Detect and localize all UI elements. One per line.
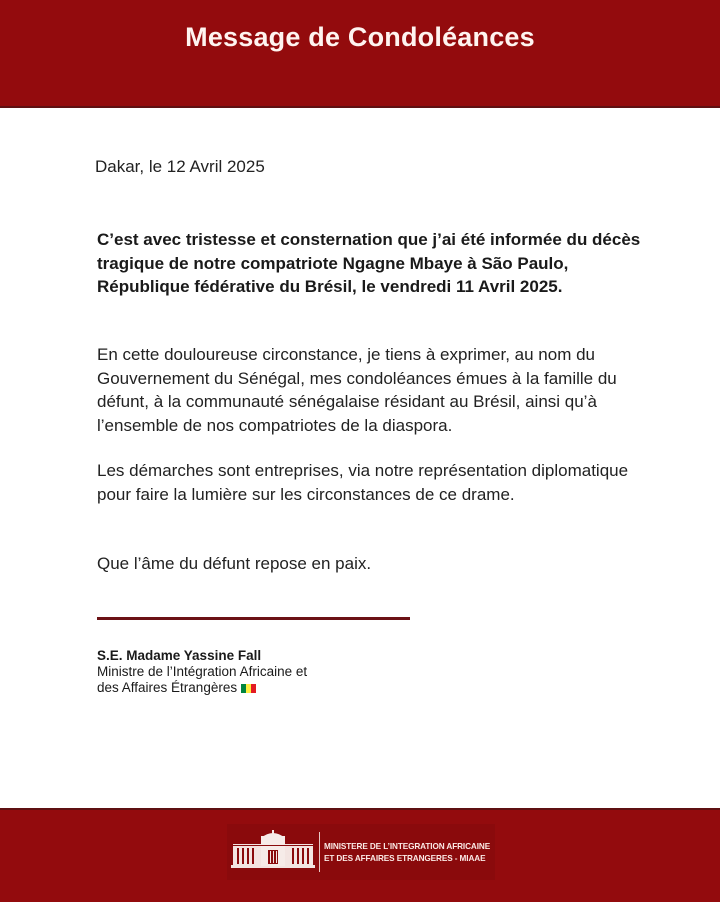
senegal-flag-icon xyxy=(241,684,256,693)
ministry-building-icon xyxy=(231,830,315,870)
ministry-logo xyxy=(227,824,495,880)
paragraph-announcement: C’est avec tristesse et consternation que j’ai été informée du décès tragique de notre compatriote Ngagne Mbaye à São Paulo, République fédérative du Brésil, le vendredi 11 Avril 2025. xyxy=(97,230,641,296)
signatory-title-line-2: des Affaires Étrangères xyxy=(97,680,238,695)
signatory-title-line-1: Ministre de l’Intégration Africaine et xyxy=(97,664,308,679)
header-banner xyxy=(0,0,720,108)
signature-divider xyxy=(97,617,410,620)
date-line: Dakar, le 12 Avril 2025 xyxy=(95,157,265,176)
paragraph-investigation: Les démarches sont entreprises, via notre représentation diplomatique pour faire la lumière sur les circonstances de ce drame. xyxy=(97,461,629,504)
footer-banner xyxy=(0,808,720,902)
ministry-name-line-2: ET DES AFFAIRES ETRANGERES - MIAAE xyxy=(324,854,486,863)
paragraph-closing: Que l’âme du défunt repose en paix. xyxy=(97,554,372,573)
signature-block xyxy=(97,648,307,696)
logo-divider xyxy=(319,832,320,872)
ministry-name-line-1: MINISTERE DE L’INTEGRATION AFRICAINE xyxy=(324,842,491,851)
page-title: Message de Condoléances xyxy=(185,22,535,52)
paragraph-condolences: En cette douloureuse circonstance, je tiens à exprimer, au nom du Gouvernement du Sénégal, mes condoléances émues à la famille du défunt, à la communauté sénégalaise résidant au Brésil, ainsi qu’à l’ensemble de nos compatriotes de la diaspora. xyxy=(97,345,617,435)
signatory-name: S.E. Madame Yassine Fall xyxy=(97,648,262,663)
ministry-name xyxy=(324,841,490,865)
